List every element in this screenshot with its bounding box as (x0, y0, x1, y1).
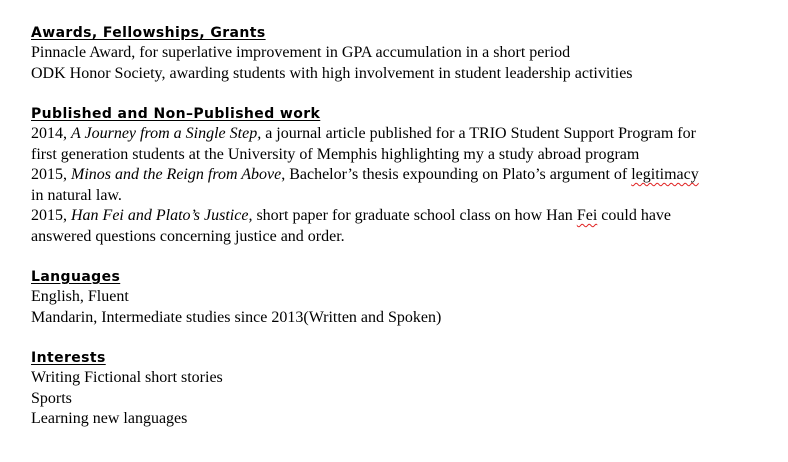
awards-section (31, 24, 781, 84)
publication-description: a journal article published for a TRIO Student Support Program for (265, 125, 696, 142)
spellcheck-flagged-word: legitimacy (631, 166, 699, 183)
interest-item: Sports (31, 389, 72, 407)
award-item: Pinnacle Award, for superlative improvement in GPA accumulation in a short period (31, 44, 571, 61)
publication-description: answered questions concerning justice and order. (31, 227, 345, 245)
interest-item: Learning new languages (31, 410, 188, 427)
resume-document (31, 24, 781, 430)
publication-year: 2014, (31, 125, 67, 142)
publication-description: first generation students at the University of Memphis highlighting my a study abroad program (31, 145, 640, 163)
publication-title: Minos and the Reign from Above (71, 166, 282, 183)
publication-item (31, 206, 781, 247)
publication-item (31, 124, 781, 165)
publication-description: short paper for graduate school class on how Han (256, 207, 573, 224)
language-item: English, Fluent (31, 288, 129, 305)
publication-title: Han Fei and Plato’s Justice, (71, 207, 253, 224)
awards-heading: Awards, Fellowships, Grants (31, 25, 266, 41)
publication-description: , Bachelor’s thesis expounding on Plato’s argument of (281, 166, 628, 183)
publication-description: in natural law. (31, 186, 122, 204)
interests-section (31, 349, 781, 430)
languages-heading: Languages (31, 269, 121, 285)
publication-year: 2015, (31, 207, 67, 224)
publications-section (31, 105, 781, 247)
interests-heading: Interests (31, 350, 106, 366)
award-item: ODK Honor Society, awarding students with high involvement in student leadership activities (31, 64, 633, 82)
publication-item (31, 165, 781, 206)
interest-item: Writing Fictional short stories (31, 369, 223, 386)
publications-heading: Published and Non–Published work (31, 106, 321, 122)
publication-year: 2015, (31, 166, 67, 183)
language-item: Mandarin, Intermediate studies since 2013(Written and Spoken) (31, 308, 442, 326)
publication-title: A Journey from a Single Step, (71, 125, 262, 142)
publication-description: could have (601, 207, 672, 224)
languages-section (31, 268, 781, 328)
spellcheck-flagged-word: Fei (576, 207, 598, 224)
